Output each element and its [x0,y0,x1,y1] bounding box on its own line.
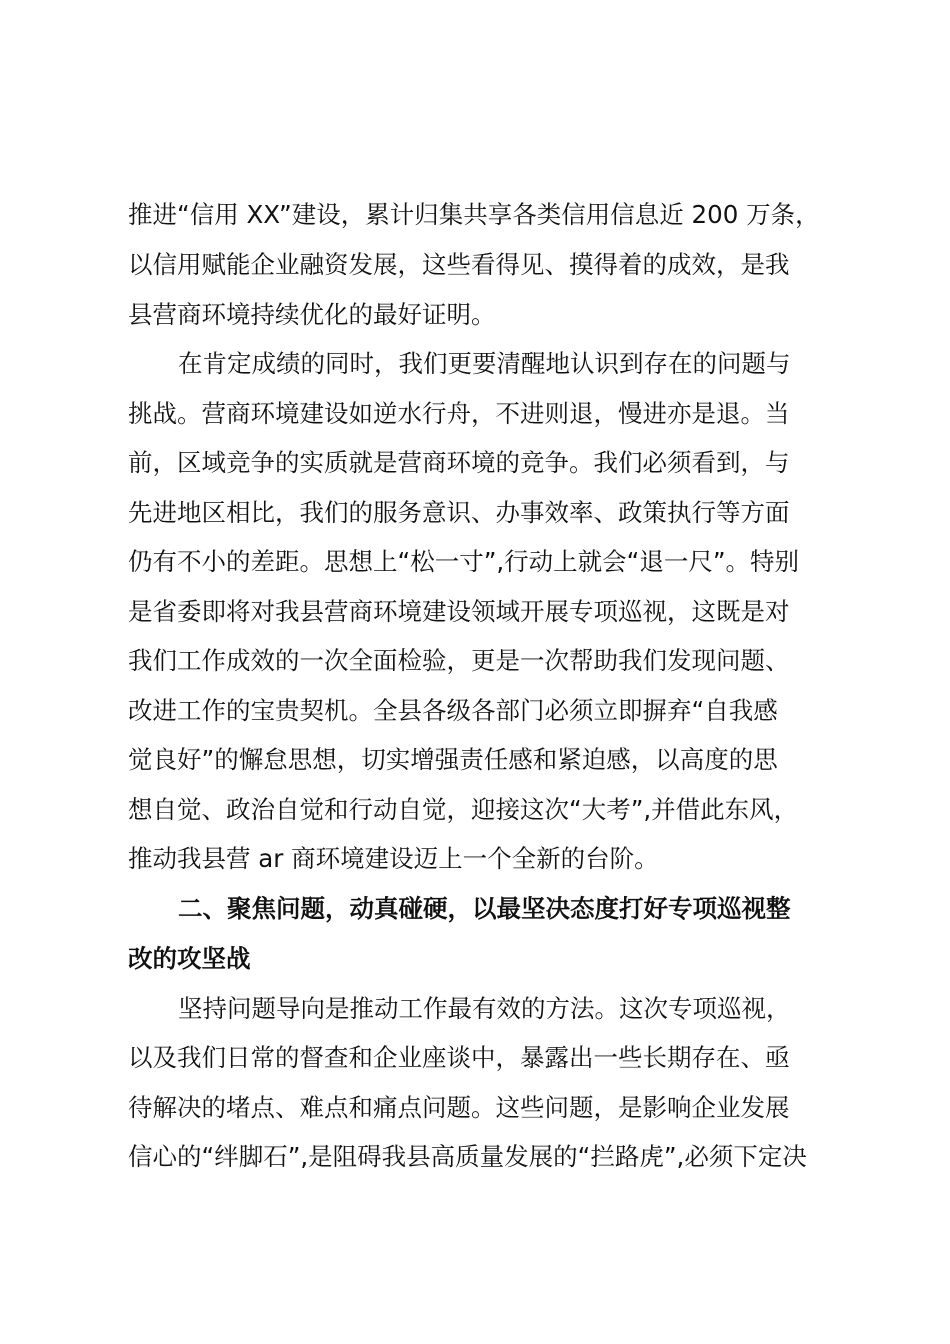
text-line: 挑战。营商环境建设如逆水行舟，不进则退，慢进亦是退。当 [128,399,790,428]
text-line: 以及我们日常的督查和企业座谈中，暴露出一些长期存在、亟 [128,1043,790,1072]
text-line: 我们工作成效的一次全面检验，更是一次帮助我们发现问题、 [128,646,790,675]
text-line: 仍有不小的差距。思想上“松一寸”,行动上就会“退一尺”。特别 [128,547,800,576]
heading-line: 改的攻坚战 [128,944,251,973]
text-line: 以信用赋能企业融资发展，这些看得见、摸得着的成效，是我 [128,250,790,279]
text-line: 待解决的堵点、难点和痛点问题。这些问题，是影响企业发展 [128,1093,790,1122]
text-line: 想自觉、政治自觉和行动自觉，迎接这次“大考”,并借此东风， [128,795,799,824]
text-line: 觉良好”的懈怠思想，切实增强责任感和紧迫感，以高度的思 [128,745,778,774]
heading-line: 二、聚焦问题，动真碰硬，以最坚决态度打好专项巡视整 [178,894,791,923]
text-line: 推动我县营 ar 商环境建设迈上一个全新的台阶。 [128,844,659,873]
text-line: 改进工作的宝贵契机。全县各级各部门必须立即摒弃“自我感 [128,696,778,725]
text-line: 信心的“绊脚石”,是阻碍我县高质量发展的“拦路虎”,必须下定决 [128,1142,807,1171]
text-line: 先进地区相比，我们的服务意识、办事效率、政策执行等方面 [128,498,790,527]
text-line: 推进“信用 XX”建设，累计归集共享各类信用信息近 200 万条， [128,200,820,229]
text-line: 在肯定成绩的同时，我们更要清醒地认识到存在的问题与 [178,349,791,378]
text-line: 前，区域竞争的实质就是营商环境的竞争。我们必须看到，与 [128,448,790,477]
text-line: 坚持问题导向是推动工作最有效的方法。这次专项巡视， [178,994,791,1023]
text-line: 是省委即将对我县营商环境建设领域开展专项巡视，这既是对 [128,597,790,626]
text-line: 县营商环境持续优化的最好证明。 [128,300,496,329]
